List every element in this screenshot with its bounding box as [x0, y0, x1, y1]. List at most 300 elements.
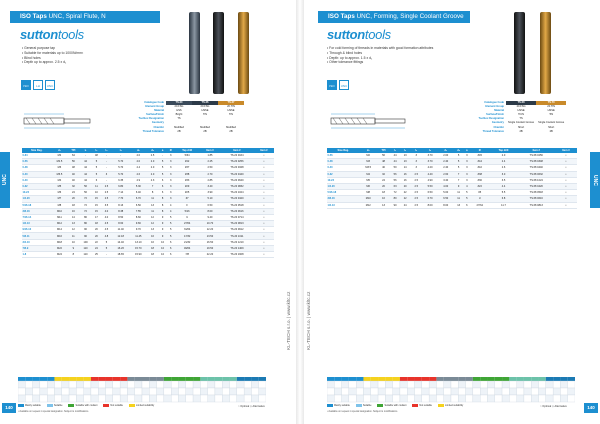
table-cell: 3 — [167, 196, 174, 202]
table-cell: 80 — [79, 214, 92, 220]
legend-swatch — [438, 404, 444, 407]
table-cell: 64 — [67, 153, 79, 159]
spec-value: HSSE — [517, 109, 525, 113]
spec-value: 20.TIN — [547, 105, 556, 109]
table-cell: 72 — [79, 208, 92, 214]
table-cell: TS.20 1409 — [220, 245, 254, 251]
material-cell — [560, 381, 567, 388]
material-cell — [422, 388, 429, 395]
table-cell: #29 — [174, 183, 200, 189]
spec-value: TS.70 — [536, 101, 566, 105]
spec-row — [462, 130, 566, 134]
table-cell: 5.00 — [438, 190, 454, 196]
material-group-header — [451, 377, 458, 381]
table-cell: 3/4-10 — [22, 239, 51, 245]
table-cell: 4.20 — [422, 165, 438, 171]
table-cell: 2.0 — [489, 153, 517, 159]
material-cell — [149, 381, 156, 388]
material-cell — [230, 388, 237, 395]
material-cell — [230, 381, 237, 388]
legend-swatch — [327, 404, 333, 407]
feature-item: • Through & blind holes — [327, 50, 363, 55]
legend-item — [68, 404, 97, 407]
table-cell: 90 — [79, 233, 92, 239]
material-group-header — [98, 377, 105, 381]
table-cell: 16 — [377, 196, 390, 202]
table-cell: 80 — [390, 196, 400, 202]
table-cell: M7 — [51, 196, 67, 202]
table-cell: 16.50 — [200, 239, 220, 245]
table-cell: 12 — [147, 221, 158, 227]
material-group-header — [76, 377, 83, 381]
table-cell: - — [101, 252, 112, 258]
material-group-header — [436, 377, 443, 381]
material-cell — [531, 395, 538, 402]
table-cell: M12 — [51, 221, 67, 227]
legend-item — [103, 404, 123, 407]
table-cell: 5 — [101, 245, 112, 251]
material-cell — [400, 381, 407, 388]
table-cell: 5 — [92, 165, 101, 171]
material-group-header — [33, 377, 40, 381]
material-cell — [149, 395, 156, 402]
spec-value: HSSE — [547, 109, 555, 113]
table-cell: 18 — [377, 190, 390, 196]
material-cell — [113, 388, 120, 395]
column-header: a — [158, 148, 167, 153]
tap-schematic — [327, 110, 412, 132]
table-cell: 13 — [400, 159, 410, 165]
table-cell: 20 — [92, 233, 101, 239]
table-cell: 44 — [79, 171, 92, 177]
material-cell — [393, 388, 400, 395]
material-cell — [466, 381, 473, 388]
table-cell: 9/16-12 — [22, 227, 51, 233]
material-cell — [502, 388, 509, 395]
table-cell: • — [254, 214, 274, 220]
table-cell: 6 — [158, 177, 167, 183]
table-cell: 3 — [167, 153, 174, 159]
table-cell: 5 — [464, 196, 470, 202]
material-group-header — [531, 377, 538, 381]
table-cell: 110 — [79, 245, 92, 251]
material-group-header — [259, 377, 266, 381]
table-cell: M5 — [51, 183, 67, 189]
material-cell — [480, 381, 487, 388]
dimension-table — [22, 148, 274, 258]
table-cell: M10 — [359, 196, 377, 202]
material-cell — [251, 388, 258, 395]
standard-badges — [327, 80, 349, 98]
column-header: l₂ — [400, 148, 410, 153]
column-header: d₁ — [359, 148, 377, 153]
table-cell: 16.26 — [112, 245, 130, 251]
spec-label: Catalogue Code — [484, 101, 504, 104]
spec-value: Short — [548, 125, 555, 129]
table-cell: 4.8 — [101, 233, 112, 239]
material-cell — [178, 395, 185, 402]
table-cell: 32 — [377, 171, 390, 177]
table-cell: 22.20 — [200, 252, 220, 258]
table-cell: 2.85 — [200, 177, 220, 183]
legend-label: Suitable with coolant — [384, 404, 407, 408]
material-cell — [98, 388, 105, 395]
table-cell: 7 — [454, 177, 464, 183]
material-cell — [215, 395, 222, 402]
table-cell: 48 — [92, 153, 101, 159]
table-cell: 24 — [92, 245, 101, 251]
material-cell — [215, 388, 222, 395]
table-cell: U — [174, 214, 200, 220]
material-cell — [495, 388, 502, 395]
table-cell: 72 — [390, 190, 400, 196]
material-cell — [237, 381, 244, 388]
material-cell — [356, 395, 363, 402]
spec-value: HSSE — [227, 109, 235, 113]
table-cell: 9.70 — [130, 227, 148, 233]
table-cell: 15 — [92, 202, 101, 208]
material-cell — [62, 381, 69, 388]
legend-item — [377, 404, 406, 407]
spec-value: 20.FSG — [174, 105, 184, 109]
thread-badge: UNC — [45, 80, 55, 90]
material-cell — [517, 395, 524, 402]
material-group-header — [342, 377, 349, 381]
material-group-header — [327, 377, 334, 381]
material-cell — [69, 381, 76, 388]
material-cell — [546, 388, 553, 395]
table-cell: #38 — [470, 171, 489, 177]
table-cell: M3 — [51, 165, 67, 171]
material-group-header — [495, 377, 502, 381]
material-cell — [54, 388, 61, 395]
material-group-header — [517, 377, 524, 381]
table-cell: • — [254, 239, 274, 245]
table-cell: 20 — [377, 183, 390, 189]
material-suitability-grid — [327, 377, 575, 403]
table-cell: 7.14 — [112, 190, 130, 196]
material-cell — [473, 388, 480, 395]
spec-value: HSSE — [201, 109, 209, 113]
table-cell: 21/32 — [174, 239, 200, 245]
material-cell — [40, 388, 47, 395]
material-cell — [127, 395, 134, 402]
table-cell: 7/8 — [174, 252, 200, 258]
table-cell: 44 — [79, 159, 92, 165]
material-group-header — [509, 377, 516, 381]
table-cell: 6 — [167, 239, 174, 245]
table-cell: 8.60 — [112, 221, 130, 227]
feature-item: • Depth up to approx. 2.5 x d₁ — [22, 60, 67, 65]
table-cell: 2.3 — [147, 177, 158, 183]
table-cell: 3 — [464, 171, 470, 177]
table-cell: 0-40 — [22, 177, 51, 183]
material-cell — [480, 388, 487, 395]
table-cell: 4 — [167, 208, 174, 214]
table-cell: 1/2-13 — [22, 221, 51, 227]
table-cell: #38 — [174, 171, 200, 177]
column-header: Size Reg. — [327, 148, 359, 153]
table-cell: • — [254, 202, 274, 208]
material-cell — [495, 381, 502, 388]
material-cell — [560, 388, 567, 395]
table-cell: M10 — [51, 208, 67, 214]
table-cell: M3.5 — [51, 171, 67, 177]
table-cell: 44 — [79, 177, 92, 183]
material-group-header — [466, 377, 473, 381]
table-cell: • — [254, 183, 274, 189]
table-cell: 8 — [158, 196, 167, 202]
table-cell: 5 — [167, 227, 174, 233]
table-cell: 9 — [158, 227, 167, 233]
table-cell: 0-32 — [327, 171, 359, 177]
material-cell — [334, 381, 341, 388]
spec-table — [122, 101, 244, 134]
table-cell: #42 — [470, 165, 489, 171]
table-cell: 40 — [67, 177, 79, 183]
table-cell: 6 — [158, 190, 167, 196]
column-header: Item # — [555, 148, 577, 153]
table-cell: • — [555, 190, 577, 196]
material-cell — [378, 395, 385, 402]
material-cell — [237, 388, 244, 395]
spec-value: 2B — [519, 129, 523, 133]
table-cell: 16 — [400, 171, 410, 177]
table-cell: 8 — [158, 202, 167, 208]
column-header: l₄ — [422, 148, 438, 153]
table-cell: • — [254, 208, 274, 214]
table-cell: 9 — [158, 221, 167, 227]
material-cell — [560, 395, 567, 402]
table-cell: M16 — [51, 233, 67, 239]
column-header: l₁ — [79, 148, 92, 153]
material-group-header — [546, 377, 553, 381]
table-cell: 2.5 — [410, 190, 422, 196]
table-cell: 10 — [158, 252, 167, 258]
legend-swatch — [412, 404, 418, 407]
table-cell: 2.0 — [147, 171, 158, 177]
material-cell — [84, 395, 91, 402]
material-cell — [98, 381, 105, 388]
thread-badge: UNC — [339, 80, 349, 90]
table-cell: 2.40 — [438, 159, 454, 165]
table-cell: 0-56 — [327, 153, 359, 159]
material-group-header — [186, 377, 193, 381]
table-cell: 44 — [390, 153, 400, 159]
material-cell — [568, 388, 575, 395]
table-cell: • — [254, 245, 274, 251]
table-cell: 2.5 — [410, 196, 422, 202]
table-cell: 6.50 — [200, 202, 220, 208]
table-cell: 11 — [67, 233, 79, 239]
material-cell — [193, 388, 200, 395]
table-cell: 11 — [147, 208, 158, 214]
table-cell: 13 — [454, 202, 464, 208]
table-cell: 20 — [92, 227, 101, 233]
material-cell — [171, 381, 178, 388]
table-cell: 3 — [464, 165, 470, 171]
material-group-header — [62, 377, 69, 381]
material-cell — [524, 395, 531, 402]
table-cell: 2.5 — [101, 196, 112, 202]
material-cell — [244, 395, 251, 402]
material-cell — [568, 395, 575, 402]
table-cell: TS.68 0632 — [518, 171, 555, 177]
table-cell: 9 — [158, 214, 167, 220]
material-cell — [62, 395, 69, 402]
table-cell: 8.00 — [422, 202, 438, 208]
material-group-header — [356, 377, 363, 381]
spec-label: Thread Tolerance — [142, 129, 164, 133]
table-cell: • — [555, 177, 577, 183]
material-group-header — [487, 377, 494, 381]
table-cell: 12.20 — [200, 227, 220, 233]
table-cell: 90 — [79, 227, 92, 233]
feature-list — [22, 46, 83, 65]
material-group-header — [178, 377, 185, 381]
table-cell: • — [254, 153, 274, 159]
spec-value: Modified — [200, 125, 210, 129]
table-cell: • — [254, 233, 274, 239]
table-cell: 5 — [158, 159, 167, 165]
spec-row — [122, 130, 244, 134]
table-cell: #33 — [174, 177, 200, 183]
table-cell: 0-56 — [22, 159, 51, 165]
material-cell — [349, 381, 356, 388]
table-cell: M3 — [359, 159, 377, 165]
table-cell: 4.4 — [489, 183, 517, 189]
column-header: d₃ — [454, 148, 464, 153]
material-group-header — [458, 377, 465, 381]
table-cell: 5 — [158, 165, 167, 171]
table-cell: 6.70 — [422, 196, 438, 202]
table-cell: 110 — [79, 252, 92, 258]
material-cell — [393, 381, 400, 388]
table-cell: 0-48 — [327, 159, 359, 165]
table-cell: 9.66 — [130, 221, 148, 227]
material-cell — [106, 381, 113, 388]
table-cell: 16 — [147, 233, 158, 239]
material-cell — [164, 395, 171, 402]
material-cell — [327, 395, 334, 402]
table-cell: 8 — [158, 208, 167, 214]
material-cell — [84, 381, 91, 388]
legend-label: Limited suitability — [445, 404, 464, 408]
table-cell: 1.85 — [200, 153, 220, 159]
table-cell: TS.20 0420 — [220, 196, 254, 202]
material-cell — [487, 381, 494, 388]
spec-label: Catalogue Code — [144, 101, 164, 104]
table-cell: 8 — [147, 190, 158, 196]
material-cell — [451, 395, 458, 402]
material-cell — [244, 388, 251, 395]
table-cell: 6.35 — [112, 177, 130, 183]
material-cell — [356, 388, 363, 395]
spec-label: Material — [494, 109, 504, 113]
table-cell: • — [555, 159, 577, 165]
table-cell: 9 — [454, 183, 464, 189]
material-cell — [222, 381, 229, 388]
table-cell: 2.70 — [200, 171, 220, 177]
table-cell: 4 — [464, 183, 470, 189]
spec-table — [462, 101, 566, 134]
material-cell — [342, 381, 349, 388]
legend-item — [438, 404, 463, 407]
table-cell: 13 — [147, 202, 158, 208]
material-cell — [230, 395, 237, 402]
column-header: Size Reg. — [22, 148, 51, 153]
spec-value: TiN — [229, 113, 233, 117]
table-cell: 2.0 — [147, 165, 158, 171]
legend-item — [412, 404, 432, 407]
material-cell — [259, 395, 266, 402]
material-group-header — [553, 377, 560, 381]
table-cell: 11 — [92, 183, 101, 189]
table-cell: • — [254, 252, 274, 258]
material-group-header — [106, 377, 113, 381]
material-group-header — [215, 377, 222, 381]
table-cell: TS.20 0616 — [220, 208, 254, 214]
table-cell: 11.45 — [130, 233, 148, 239]
side-tab: UNC — [590, 152, 600, 208]
material-cell — [400, 395, 407, 402]
material-group-header — [349, 377, 356, 381]
table-cell: M2.5 — [51, 159, 67, 165]
table-cell: 2.5 — [410, 177, 422, 183]
spec-value: TS.68 — [506, 101, 536, 105]
material-cell — [164, 381, 171, 388]
material-cell — [334, 388, 341, 395]
material-group-header — [407, 377, 414, 381]
table-cell: 90 — [390, 202, 400, 208]
material-group-header — [244, 377, 251, 381]
table-cell: 13 — [400, 153, 410, 159]
material-cell — [378, 388, 385, 395]
tap-image-bright — [189, 12, 200, 94]
material-cell — [157, 395, 164, 402]
table-cell: M2 — [51, 153, 67, 159]
table-cell: 3 — [464, 177, 470, 183]
material-cell — [222, 388, 229, 395]
table-cell: M24 — [51, 252, 67, 258]
table-cell: 5 — [92, 171, 101, 177]
material-group-header — [385, 377, 392, 381]
table-cell: 10.70 — [200, 221, 220, 227]
table-cell: 12 — [147, 214, 158, 220]
right-page — [300, 0, 600, 424]
table-cell: 4.0 — [130, 159, 148, 165]
table-cell: #45 — [470, 153, 489, 159]
table-cell: 4.6 — [130, 171, 148, 177]
legend-swatch — [103, 404, 109, 407]
feature-item: • General purpose tap — [22, 46, 56, 50]
table-cell: 3/8-16 — [22, 208, 51, 214]
table-cell: 2.5 — [147, 153, 158, 159]
material-cell — [451, 388, 458, 395]
table-cell: 16 — [67, 208, 79, 214]
spec-value: 2B — [229, 129, 233, 133]
table-cell: 17/32 — [174, 233, 200, 239]
table-cell: M8 — [51, 202, 67, 208]
table-cell: 5 — [454, 159, 464, 165]
column-header: l₄ — [112, 148, 130, 153]
material-cell — [76, 395, 83, 402]
table-cell: 22 — [400, 196, 410, 202]
table-cell: 5.10 — [200, 196, 220, 202]
material-cell — [142, 388, 149, 395]
material-cell — [33, 381, 40, 388]
table-cell: 10 — [92, 190, 101, 196]
